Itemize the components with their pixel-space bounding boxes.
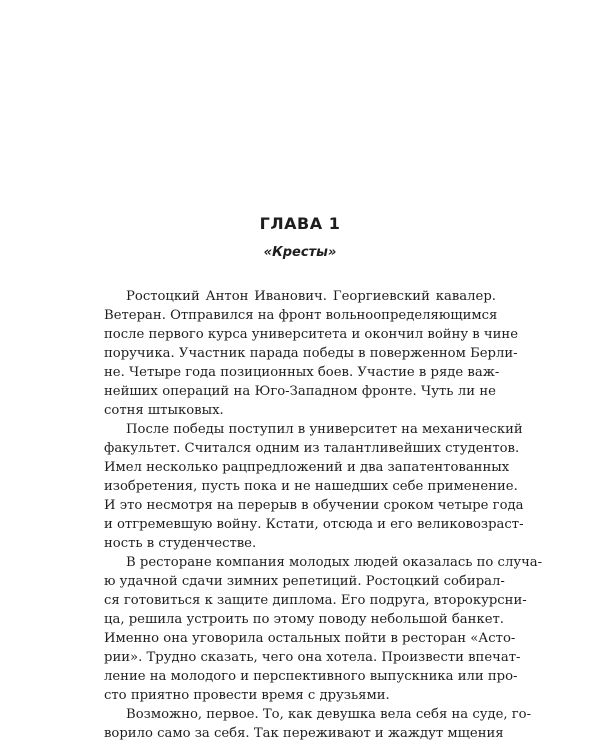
text-line: факультет. Считался одним из талантливейших студентов. <box>104 441 520 456</box>
text-line: ца, решила устроить по этому поводу небольшой банкет. <box>104 612 504 627</box>
text-line: ворило само за себя. Так переживают и жаждут мщения <box>104 726 504 741</box>
chapter-subtitle: «Кресты» <box>263 245 337 260</box>
text-line: ность в студенчестве. <box>104 536 257 551</box>
text-line: Ветеран. Отправился на фронт вольноопределяющимся <box>104 308 498 323</box>
paragraph-4 <box>104 705 532 743</box>
text-line: сто приятно провести время с друзьями. <box>104 688 390 703</box>
text-line: и отгремевшую войну. Кстати, отсюда и его великовозраст- <box>104 517 524 532</box>
chapter-title: ГЛАВА 1 <box>259 214 341 233</box>
text-line: ление на молодого и перспективного выпускника или про- <box>104 669 518 684</box>
text-line: поручика. Участник парада победы в поверженном Берли- <box>104 346 518 361</box>
text-line: нейших операций на Юго-Западном фронте. Чуть ли не <box>104 384 496 399</box>
text-line: рии». Трудно сказать, чего она хотела. Произвести впечат- <box>104 650 521 665</box>
chapter-body <box>104 287 543 743</box>
text-line: ся готовиться к защите диплома. Его подруга, второкурсни- <box>104 593 527 608</box>
paragraph-1 <box>104 287 519 420</box>
text-line: ю удачной сдачи зимних репетиций. Ростоцкий собирал- <box>104 574 505 589</box>
text-line: изобретения, пусть пока и не нашедших себе применение. <box>104 479 518 494</box>
paragraph-3 <box>104 553 543 705</box>
text-line: В ресторане компания молодых людей оказалась по случа- <box>126 555 543 570</box>
text-line: после первого курса университета и окончил войну в чине <box>104 327 519 342</box>
text-line: не. Четыре года позиционных боев. Участие в ряде важ- <box>104 365 500 380</box>
text-line: Именно она уговорила остальных пойти в ресторан «Асто- <box>104 631 516 646</box>
text-line: Возможно, первое. То, как девушка вела себя на суде, го- <box>126 707 532 722</box>
paragraph-2 <box>104 420 524 553</box>
text-line: сотня штыковых. <box>104 403 224 418</box>
text-line: И это несмотря на перерыв в обучении сроком четыре года <box>104 498 524 513</box>
text-line: Имел несколько рацпредложений и два запатентованных <box>104 460 510 475</box>
text-line: После победы поступил в университет на механический <box>126 422 523 437</box>
text-line: Ростоцкий Антон Иванович. Георгиевский кавалер. <box>126 289 496 304</box>
